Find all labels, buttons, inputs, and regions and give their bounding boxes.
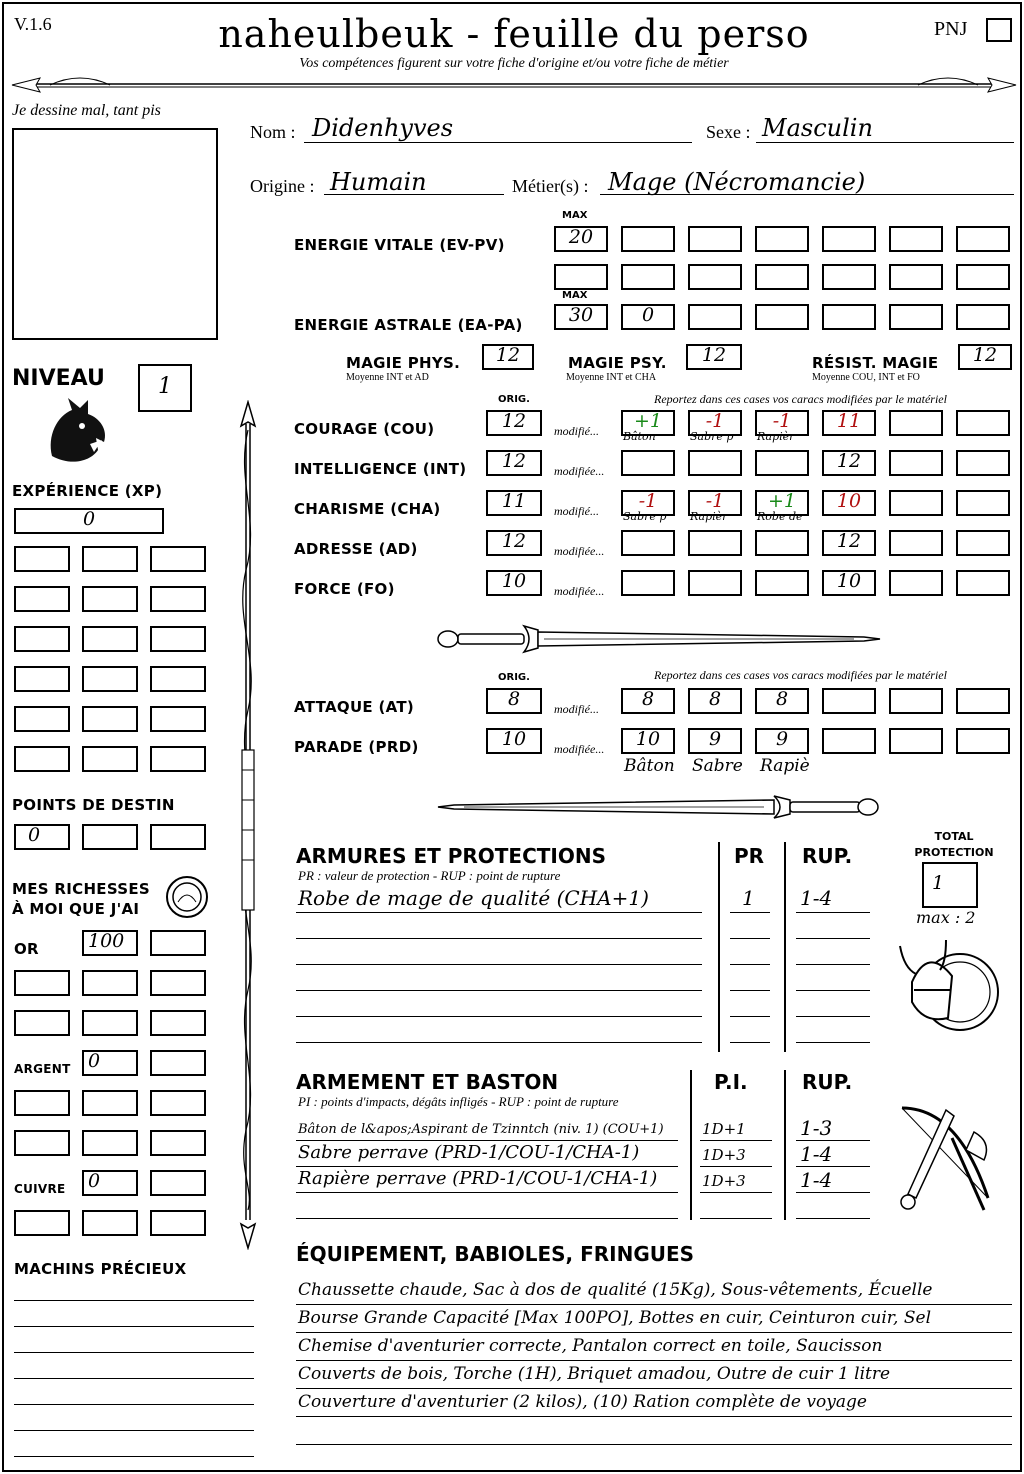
argent-label: ARGENT [14, 1062, 71, 1076]
ea-cell-5[interactable] [889, 304, 943, 330]
xp-cell-4-0[interactable] [14, 706, 70, 732]
destin-label: POINTS DE DESTIN [12, 796, 175, 814]
int-modifie-label: modifiée... [554, 464, 605, 478]
page-subtitle: Vos compétences figurent sur votre fiche d'origine et/ou votre fiche de métier [299, 56, 729, 71]
cha-mod-5[interactable] [956, 490, 1010, 516]
armement-rup-line-0[interactable] [796, 1140, 870, 1141]
xp-cell-1-2[interactable] [150, 586, 206, 612]
money-cell-3-0[interactable] [82, 1050, 138, 1076]
cha-mod-0-source: Sabre p [623, 510, 667, 523]
ev-cell-1-3[interactable] [755, 264, 809, 290]
equip-text-1[interactable]: Bourse Grande Capacité [Max 100PO], Bottes en cuir, Ceinturon cuir, Sel [298, 1308, 932, 1328]
money-cell-7-1[interactable] [82, 1210, 138, 1236]
fo-modifie-label: modifiée... [554, 584, 605, 598]
ev-cell-0-1[interactable] [621, 226, 675, 252]
int-mod-0[interactable] [621, 450, 675, 476]
xp-box[interactable]: 0 [14, 508, 164, 534]
ad-mod-3[interactable] [822, 530, 876, 556]
xp-cell-2-0[interactable] [14, 626, 70, 652]
destin-box-3[interactable] [150, 824, 206, 850]
magie-psy-note: Moyenne INT et CHA [566, 372, 657, 383]
fo-mod-4[interactable] [889, 570, 943, 596]
armures-pr-line-3[interactable] [730, 990, 770, 991]
at-mod-2[interactable] [755, 688, 809, 714]
money-cell-2-2[interactable] [150, 1010, 206, 1036]
magie-phys-note: Moyenne INT et AD [346, 372, 429, 383]
xp-cell-1-0[interactable] [14, 586, 70, 612]
machins-label: MACHINS PRÉCIEUX [14, 1260, 187, 1278]
machins-line-0[interactable] [14, 1300, 254, 1301]
xp-label: EXPÉRIENCE (XP) [12, 482, 163, 500]
armement-pi-line-3[interactable] [700, 1218, 772, 1219]
armures-rup-line-4[interactable] [796, 1016, 870, 1017]
or-label: OR [14, 940, 39, 958]
niveau-box[interactable]: 1 [138, 364, 192, 412]
int-mod-3[interactable] [822, 450, 876, 476]
machins-line-2[interactable] [14, 1352, 254, 1353]
ad-mod-3-value: 12 [836, 530, 862, 552]
xp-cell-3-0[interactable] [14, 666, 70, 692]
armures-pr-line-4[interactable] [730, 1016, 770, 1017]
fo-label: FORCE (FO) [294, 580, 395, 598]
cou-mod-2-source: Rapièr [757, 430, 795, 443]
xp-cell-2-2[interactable] [150, 626, 206, 652]
armement-line-1[interactable] [296, 1166, 678, 1167]
total-label-2: PROTECTION [914, 846, 994, 859]
cha-mod-1-source: Rapièr [690, 510, 728, 523]
xp-cell-0-0[interactable] [14, 546, 70, 572]
int-orig[interactable] [486, 450, 542, 476]
magie-psy-box[interactable]: 12 [686, 344, 742, 370]
armures-rup-line-3[interactable] [796, 990, 870, 991]
at-mod-1-value: 8 [708, 688, 722, 710]
cou-mod-5[interactable] [956, 410, 1010, 436]
sword-icon [434, 616, 884, 662]
cou-mod-1-source: Sabre p [690, 430, 734, 443]
ev-cell-0-3[interactable] [755, 226, 809, 252]
ad-mod-0[interactable] [621, 530, 675, 556]
equip-line-2[interactable] [296, 1360, 1012, 1361]
money-cell-7-0[interactable] [14, 1210, 70, 1236]
cou-modifie-label: modifié... [554, 424, 599, 438]
coin-icon [164, 874, 210, 920]
prd-modifie-label: modifiée... [554, 742, 605, 756]
ad-mod-1[interactable] [688, 530, 742, 556]
ea-cell-3[interactable] [755, 304, 809, 330]
xp-cell-2-1[interactable] [82, 626, 138, 652]
ev-cell-1-1[interactable] [621, 264, 675, 290]
cha-label: CHARISME (CHA) [294, 500, 441, 518]
cha-mod-2-value: +1 [767, 490, 796, 512]
prd-mod-2-value: 9 [775, 728, 789, 750]
cou-mod-1-value: -1 [705, 410, 725, 432]
money-cell-0-1[interactable] [150, 930, 206, 956]
ad-orig-value: 12 [501, 530, 527, 552]
fo-mod-1[interactable] [688, 570, 742, 596]
magie-psy-label: MAGIE PSY. [568, 354, 667, 372]
armures-note: PR : valeur de protection - RUP : point de rupture [298, 868, 561, 883]
armures-line-4[interactable] [296, 1016, 702, 1017]
cuivre-label: CUIVRE [14, 1182, 66, 1196]
metier-label: Métier(s) : [512, 176, 589, 196]
money-cell-6-0[interactable] [82, 1170, 138, 1196]
pi-label: P.I. [714, 1070, 748, 1094]
cha-mod-3[interactable] [822, 490, 876, 516]
pnj-checkbox[interactable] [986, 18, 1012, 42]
armures-line-5[interactable] [296, 1042, 702, 1043]
cha-mod-2-source: Robe de [757, 510, 803, 523]
money-cell-6-0-value: 0 [88, 1170, 101, 1192]
richesses-label-1: MES RICHESSES [12, 880, 151, 898]
pnj-label: PNJ [934, 18, 968, 40]
arme-name-2[interactable]: Rapière perrave (PRD-1/COU-1/CHA-1) [298, 1168, 658, 1189]
cha-mod-0-value: -1 [638, 490, 658, 512]
destin-box-1[interactable]: 0 [14, 824, 70, 850]
xp-cell-0-1[interactable] [82, 546, 138, 572]
armure-rup-0[interactable]: 1-4 [800, 886, 833, 910]
arme-rup-0[interactable]: 1-3 [800, 1116, 833, 1140]
arme-rup-1[interactable]: 1-4 [800, 1142, 833, 1166]
cou-mod-0-source: Bâton [623, 430, 656, 443]
ev-cell-0-0-value: 20 [568, 226, 594, 248]
ad-mod-4[interactable] [889, 530, 943, 556]
xp-cell-5-1[interactable] [82, 746, 138, 772]
money-cell-1-2[interactable] [150, 970, 206, 996]
ea-cell-0[interactable] [554, 304, 608, 330]
equip-text-2[interactable]: Chemise d'aventurier correcte, Pantalon correct en toile, Saucisson [298, 1336, 883, 1356]
xp-cell-3-2[interactable] [150, 666, 206, 692]
nom-value[interactable]: Didenhyves [312, 114, 454, 142]
armement-title: ARMEMENT ET BASTON [296, 1070, 559, 1094]
armures-rup-line-0[interactable] [796, 912, 870, 913]
ea-cell-1[interactable] [621, 304, 675, 330]
xp-cell-4-2[interactable] [150, 706, 206, 732]
xp-cell-5-0[interactable] [14, 746, 70, 772]
int-label: INTELLIGENCE (INT) [294, 460, 467, 478]
equip-line-0[interactable] [296, 1304, 1012, 1305]
armure-name-0[interactable]: Robe de mage de qualité (CHA+1) [298, 886, 649, 910]
ev-label: ENERGIE VITALE (EV-PV) [294, 236, 505, 254]
armement-pi-line-2[interactable] [700, 1192, 772, 1193]
ev-cell-1-6[interactable] [956, 264, 1010, 290]
total-max: max : 2 [916, 908, 976, 927]
fo-mod-2[interactable] [755, 570, 809, 596]
cha-mod-3-value: 10 [836, 490, 862, 512]
ea-cell-2[interactable] [688, 304, 742, 330]
cou-orig[interactable] [486, 410, 542, 436]
machins-line-1[interactable] [14, 1326, 254, 1327]
armement-rup-line-3[interactable] [796, 1218, 870, 1219]
fo-mod-3[interactable] [822, 570, 876, 596]
cha-orig[interactable] [486, 490, 542, 516]
arme-rup-2[interactable]: 1-4 [800, 1168, 833, 1192]
resist-magie-label: RÉSIST. MAGIE [812, 354, 939, 372]
portrait-box[interactable] [12, 128, 218, 340]
ea-max-label: MAX [562, 290, 588, 301]
armures-divider-2 [784, 842, 786, 1052]
armures-pr-line-1[interactable] [730, 938, 770, 939]
equip-text-3[interactable]: Couverts de bois, Torche (1H), Briquet amadou, Outre de cuir 1 litre [298, 1364, 891, 1384]
cou-label: COURAGE (COU) [294, 420, 435, 438]
money-cell-1-1[interactable] [82, 970, 138, 996]
armement-rup-label: RUP. [802, 1070, 853, 1094]
prd-mod-1-value: 9 [708, 728, 722, 750]
machins-line-3[interactable] [14, 1378, 254, 1379]
xp-cell-5-2[interactable] [150, 746, 206, 772]
equip-line-5[interactable] [296, 1444, 1012, 1445]
cha-modifie-label: modifié... [554, 504, 599, 518]
xp-cell-4-1[interactable] [82, 706, 138, 732]
at-modifie-label: modifié... [554, 702, 599, 716]
at-orig-value: 8 [507, 688, 521, 710]
ad-label: ADRESSE (AD) [294, 540, 418, 558]
armures-pr-line-0[interactable] [730, 912, 770, 913]
at-mod-4[interactable] [889, 688, 943, 714]
combat-weapon-1: Sabre [692, 756, 743, 776]
equip-text-0[interactable]: Chaussette chaude, Sac à dos de qualité (15Kg), Sous-vêtements, Écuelle [298, 1280, 933, 1300]
destin-box-2[interactable] [82, 824, 138, 850]
armures-divider-1 [718, 842, 720, 1052]
richesses-label-2: À MOI QUE J'AI [12, 900, 140, 918]
armures-rup-line-1[interactable] [796, 938, 870, 939]
cha-mod-1-value: -1 [705, 490, 725, 512]
equip-line-1[interactable] [296, 1332, 1012, 1333]
ev-cell-0-6[interactable] [956, 226, 1010, 252]
sexe-value[interactable]: Masculin [762, 114, 873, 142]
xp-cell-3-1[interactable] [82, 666, 138, 692]
fo-mod-0[interactable] [621, 570, 675, 596]
equip-line-3[interactable] [296, 1388, 1012, 1389]
magie-phys-label: MAGIE PHYS. [346, 354, 461, 372]
combat-weapon-2: Rapiè [760, 756, 810, 776]
armures-line-2[interactable] [296, 964, 702, 965]
money-cell-2-0[interactable] [14, 1010, 70, 1036]
sword-icon-2 [434, 784, 884, 830]
armement-divider-1 [690, 1070, 692, 1220]
ev-cell-0-5[interactable] [889, 226, 943, 252]
nom-label: Nom : [250, 122, 296, 142]
pr-label: PR [734, 844, 765, 868]
armement-line-2[interactable] [296, 1192, 678, 1193]
helmet-shield-icon [894, 932, 1004, 1042]
cou-mod-3[interactable] [822, 410, 876, 436]
at-mod-2-value: 8 [775, 688, 789, 710]
sexe-label: Sexe : [706, 122, 751, 142]
fo-orig-value: 10 [501, 570, 527, 592]
armement-pi-line-1[interactable] [700, 1166, 772, 1167]
money-cell-4-1[interactable] [82, 1090, 138, 1116]
money-cell-3-1[interactable] [150, 1050, 206, 1076]
total-label-1: TOTAL [934, 830, 974, 843]
cou-mod-4[interactable] [889, 410, 943, 436]
money-cell-6-1[interactable] [150, 1170, 206, 1196]
cha-orig-value: 11 [501, 490, 527, 512]
cou-mod-3-value: 11 [836, 410, 862, 432]
prd-mod-2[interactable] [755, 728, 809, 754]
armures-line-3[interactable] [296, 990, 702, 991]
ea-cell-0-value: 30 [568, 304, 594, 326]
prd-mod-1[interactable] [688, 728, 742, 754]
at-mod-0[interactable] [621, 688, 675, 714]
prd-mod-3[interactable] [822, 728, 876, 754]
armures-line-1[interactable] [296, 938, 702, 939]
prd-mod-0[interactable] [621, 728, 675, 754]
fo-orig[interactable] [486, 570, 542, 596]
money-cell-5-2[interactable] [150, 1130, 206, 1156]
armement-line-3[interactable] [296, 1218, 678, 1219]
at-mod-3[interactable] [822, 688, 876, 714]
ev-cell-1-0[interactable] [554, 264, 608, 290]
at-label: ATTAQUE (AT) [294, 698, 415, 716]
int-mod-2[interactable] [755, 450, 809, 476]
int-mod-1[interactable] [688, 450, 742, 476]
armure-pr-0[interactable]: 1 [742, 886, 755, 910]
armures-rup-line-2[interactable] [796, 964, 870, 965]
cou-orig-value: 12 [501, 410, 527, 432]
armement-note: PI : points d'impacts, dégâts infligés - RUP : point de rupture [298, 1094, 619, 1109]
portrait-caption: Je dessine mal, tant pis [12, 102, 161, 119]
machins-line-5[interactable] [14, 1430, 254, 1431]
armures-line-0[interactable] [296, 912, 702, 913]
arme-name-0[interactable]: Bâton de l&apos;Aspirant de Tzinntch (niv. 1) (COU+1) [298, 1122, 664, 1137]
ad-orig[interactable] [486, 530, 542, 556]
ev-cell-1-5[interactable] [889, 264, 943, 290]
armures-pr-line-2[interactable] [730, 964, 770, 965]
armement-pi-line-0[interactable] [700, 1140, 772, 1141]
cou-mod-2-value: -1 [772, 410, 792, 432]
spear-icon [228, 400, 268, 1250]
xp-cell-1-1[interactable] [82, 586, 138, 612]
int-mod-3-value: 12 [836, 450, 862, 472]
int-orig-value: 12 [501, 450, 527, 472]
armement-line-0[interactable] [296, 1140, 678, 1141]
at-mod-5[interactable] [956, 688, 1010, 714]
ev-cell-0-4[interactable] [822, 226, 876, 252]
ev-cell-0-2[interactable] [688, 226, 742, 252]
ev-cell-1-2[interactable] [688, 264, 742, 290]
resist-magie-box[interactable]: 12 [958, 344, 1012, 370]
money-cell-2-1[interactable] [82, 1010, 138, 1036]
money-cell-5-1[interactable] [82, 1130, 138, 1156]
armement-rup-line-2[interactable] [796, 1192, 870, 1193]
ea-cell-4[interactable] [822, 304, 876, 330]
weapons-icon [888, 1098, 1008, 1218]
total-protection-box[interactable]: 1 [922, 862, 978, 908]
prd-mod-4[interactable] [889, 728, 943, 754]
xp-cell-0-2[interactable] [150, 546, 206, 572]
arme-pi-1[interactable]: 1D+3 [702, 1146, 746, 1164]
money-cell-0-0[interactable] [82, 930, 138, 956]
armures-rup-label: RUP. [802, 844, 853, 868]
money-cell-4-0[interactable] [14, 1090, 70, 1116]
ad-mod-5[interactable] [956, 530, 1010, 556]
at-mod-1[interactable] [688, 688, 742, 714]
combat-report-note: Reportez dans ces cases vos caracs modifiées par le matériel [654, 668, 947, 682]
ev-max-label: MAX [562, 210, 588, 221]
prd-orig-value: 10 [501, 728, 527, 750]
ad-mod-2[interactable] [755, 530, 809, 556]
ea-label: ENERGIE ASTRALE (EA-PA) [294, 316, 523, 334]
cha-mod-4[interactable] [889, 490, 943, 516]
fo-mod-3-value: 10 [836, 570, 862, 592]
at-mod-0-value: 8 [641, 688, 655, 710]
at-orig[interactable] [486, 688, 542, 714]
ea-cell-6[interactable] [956, 304, 1010, 330]
version: V.1.6 [14, 14, 52, 34]
money-cell-0-0-value: 100 [88, 930, 125, 952]
armement-rup-line-1[interactable] [796, 1166, 870, 1167]
arme-name-1[interactable]: Sabre perrave (PRD-1/COU-1/CHA-1) [298, 1142, 640, 1163]
prd-orig[interactable] [486, 728, 542, 754]
money-cell-1-0[interactable] [14, 970, 70, 996]
dragon-icon [42, 396, 112, 468]
machins-line-4[interactable] [14, 1404, 254, 1405]
stats-report-note: Reportez dans ces cases vos caracs modifiées par le matériel [654, 392, 947, 406]
equip-text-4[interactable]: Couverture d'aventurier (2 kilos), (10) Ration complète de voyage [298, 1392, 867, 1412]
character-sheet [2, 2, 1022, 1472]
magie-phys-box[interactable]: 12 [482, 344, 534, 370]
machins-line-6[interactable] [14, 1456, 254, 1457]
fo-mod-5[interactable] [956, 570, 1010, 596]
equipement-title: ÉQUIPEMENT, BABIOLES, FRINGUES [296, 1242, 695, 1266]
resist-magie-note: Moyenne COU, INT et FO [812, 372, 920, 383]
ad-modifie-label: modifiée... [554, 544, 605, 558]
origine-label: Origine : [250, 176, 315, 196]
armement-divider-2 [784, 1070, 786, 1220]
money-cell-7-2[interactable] [150, 1210, 206, 1236]
int-mod-5[interactable] [956, 450, 1010, 476]
equip-line-4[interactable] [296, 1416, 1012, 1417]
cou-mod-0-value: +1 [633, 410, 662, 432]
ev-cell-0-0[interactable] [554, 226, 608, 252]
metier-value[interactable]: Mage (Nécromancie) [608, 168, 866, 196]
money-cell-3-0-value: 0 [88, 1050, 101, 1072]
arme-pi-2[interactable]: 1D+3 [702, 1172, 746, 1190]
prd-label: PARADE (PRD) [294, 738, 419, 756]
page-title: naheulbeuk - feuille du perso [218, 12, 810, 56]
money-cell-5-0[interactable] [14, 1130, 70, 1156]
combat-orig-label: ORIG. [498, 672, 530, 683]
ev-cell-1-4[interactable] [822, 264, 876, 290]
armures-rup-line-5[interactable] [796, 1042, 870, 1043]
niveau-label: NIVEAU [12, 366, 105, 391]
prd-mod-0-value: 10 [635, 728, 661, 750]
int-mod-4[interactable] [889, 450, 943, 476]
origine-value[interactable]: Humain [330, 168, 427, 196]
combat-weapon-0: Bâton [624, 756, 675, 776]
prd-mod-5[interactable] [956, 728, 1010, 754]
stats-orig-label: ORIG. [498, 394, 530, 405]
ea-cell-1-value: 0 [641, 304, 655, 326]
arme-pi-0[interactable]: 1D+1 [702, 1120, 746, 1138]
money-cell-4-2[interactable] [150, 1090, 206, 1116]
armures-pr-line-5[interactable] [730, 1042, 770, 1043]
spear-divider-icon [10, 70, 1018, 100]
armures-title: ARMURES ET PROTECTIONS [296, 844, 606, 868]
